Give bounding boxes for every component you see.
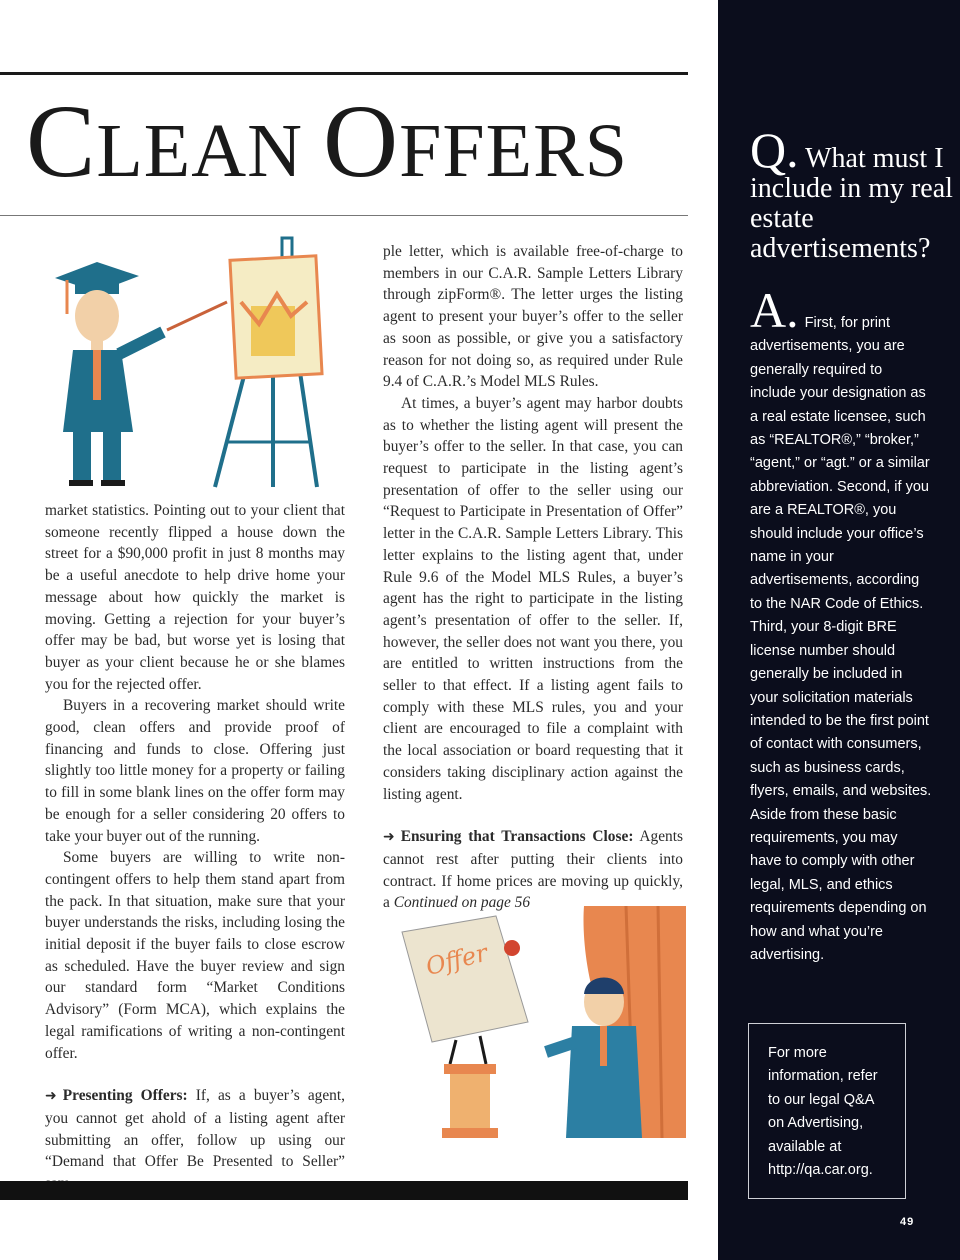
col1-subsection-presenting-offers — [45, 1085, 345, 1195]
title-rest-1: LEAN — [96, 109, 323, 193]
sidebar-question — [750, 122, 955, 264]
page-number: 49 — [900, 1216, 915, 1228]
article-column-2 — [383, 241, 683, 914]
top-rule — [0, 72, 688, 75]
col2-paragraph-2: At times, a buyer’s agent may harbor doubts as to whether the listing agent will present the buyer’s offer to the seller. In that case, you can request to participate in the listing agent’s presentation of offer to the seller using our “Request to Participate in Presentation of Offer” letter in the C.A.R. Sample Letters Library. This letter explains to the listing agent that, under Rule 9.6 of the Model MLS Rules, a buyer’s agent has the right to participate in the listing agent’s presentation of offer to the seller. If, however, the seller does not want you there, you are entitled to written instructions from the seller to that effect. If a listing agent fails to comply with these MLS rules, you and your client are encouraged to file a complaint with the local association or board requesting that it considers taking disciplinary action against the listing agent. — [383, 394, 683, 803]
col2-paragraph-1: ple letter, which is available free-of-charge to members in our C.A.R. Sample Letters Library through zipForm®. The letter urges the listing agent to present your buyer’s offer to the seller as soon as possible, or give you a satisfactory reason for not doing so, as required under Rule 9.4 of C.A.R.’s Model MLS Rules. — [383, 243, 683, 391]
more-info-box: For more information, refer to our legal Q&A on Advertising, available at http://qa.car.org. — [748, 1023, 906, 1199]
graduate-easel-illustration — [45, 232, 345, 492]
answer-text: First, for print advertisements, you are generally required to include your designation as a real estate licensee, such as “REALTOR®,” “broker,” “agent,” or “agt.” or a similar abbreviation. Second, if you are a REALTOR®, you should include your office’s name in your advertisements, according to the NAR Code of Ethics. Third, your 8-digit BRE license number should generally be included in your solicitation materials intended to be the first point of contact with consumers, such as business cards, flyers, emails, and websites. Aside from these basic requirements, you may have to comply with other legal, MLS, and ethics requirements depending on how and what you’re advertising. — [750, 315, 932, 963]
subsection-text: Agents cannot rest after putting their clients into contract. If home prices are moving up quickly, a — [383, 828, 683, 912]
page-title — [26, 82, 628, 211]
sidebar-answer — [750, 282, 932, 967]
subhead-ensuring-close: Ensuring that Transactions Close: — [400, 828, 634, 846]
graduate-figure-icon — [55, 262, 163, 486]
offer-document-icon — [402, 916, 528, 1042]
subhead-presenting-offers: Presenting Offers: — [62, 1087, 188, 1105]
title-initial-1: C — [26, 84, 97, 199]
q-letter: Q. — [750, 122, 799, 178]
question-text: What must I include in my real estate advertisements? — [750, 143, 953, 264]
title-initial-2: O — [323, 84, 400, 199]
a-letter: A. — [750, 282, 799, 338]
easel-icon — [215, 238, 322, 487]
col1-paragraph-1: market statistics. Pointing out to your client that someone recently flipped a house down the street for a $90,000 profit in just 8 months may be a useful anecdote to help drive home your message about how quickly the market is moving. Getting a rejection for your buyer’s offer may be bad, but worse yet is losing that buyer as your client because he or she blames you for the rejected offer. — [45, 502, 345, 693]
qa-sidebar — [718, 0, 960, 1260]
subsection-text: If, as a buyer’s agent, you cannot get ahold of a listing agent after submitting an offer, follow up using our “Demand that Offer Be Presented to Seller” — [45, 1087, 346, 1171]
col1-paragraph-3: Some buyers are willing to write non-contingent offers to help them stand apart from the pack. In that situation, make sure that your buyer understands the risks, including losing the initial deposit if the buyer fails to close escrow as scheduled. Have the buyer review and sign our standard form “Market Conditions Advisory” (Form MCA), which explains the legal ramifications of writing a non-contingent offer. — [45, 849, 345, 1062]
pedestal-icon — [442, 1064, 498, 1138]
title-rest-2: FFERS — [399, 109, 629, 193]
arrow-icon: ➜ — [45, 1088, 57, 1105]
bottom-bar — [0, 1181, 688, 1200]
title-rule — [0, 215, 688, 216]
offer-label: Offer — [423, 938, 491, 981]
col2-subsection-ensuring-close — [383, 826, 683, 914]
col1-paragraph-2: Buyers in a recovering market should write good, clean offers and provide proof of financing and funds to close. Offering just slightly too little money for a property or failing to fill in some blank lines on the offer form may be enough for a seller considering 20 offers to take your buyer out of the running. — [45, 697, 345, 845]
offer-pedestal-illustration — [396, 902, 692, 1142]
continued-link[interactable]: Continued on page 56 — [393, 894, 531, 912]
article-column-1 — [45, 500, 345, 1195]
arrow-icon: ➜ — [383, 829, 395, 846]
